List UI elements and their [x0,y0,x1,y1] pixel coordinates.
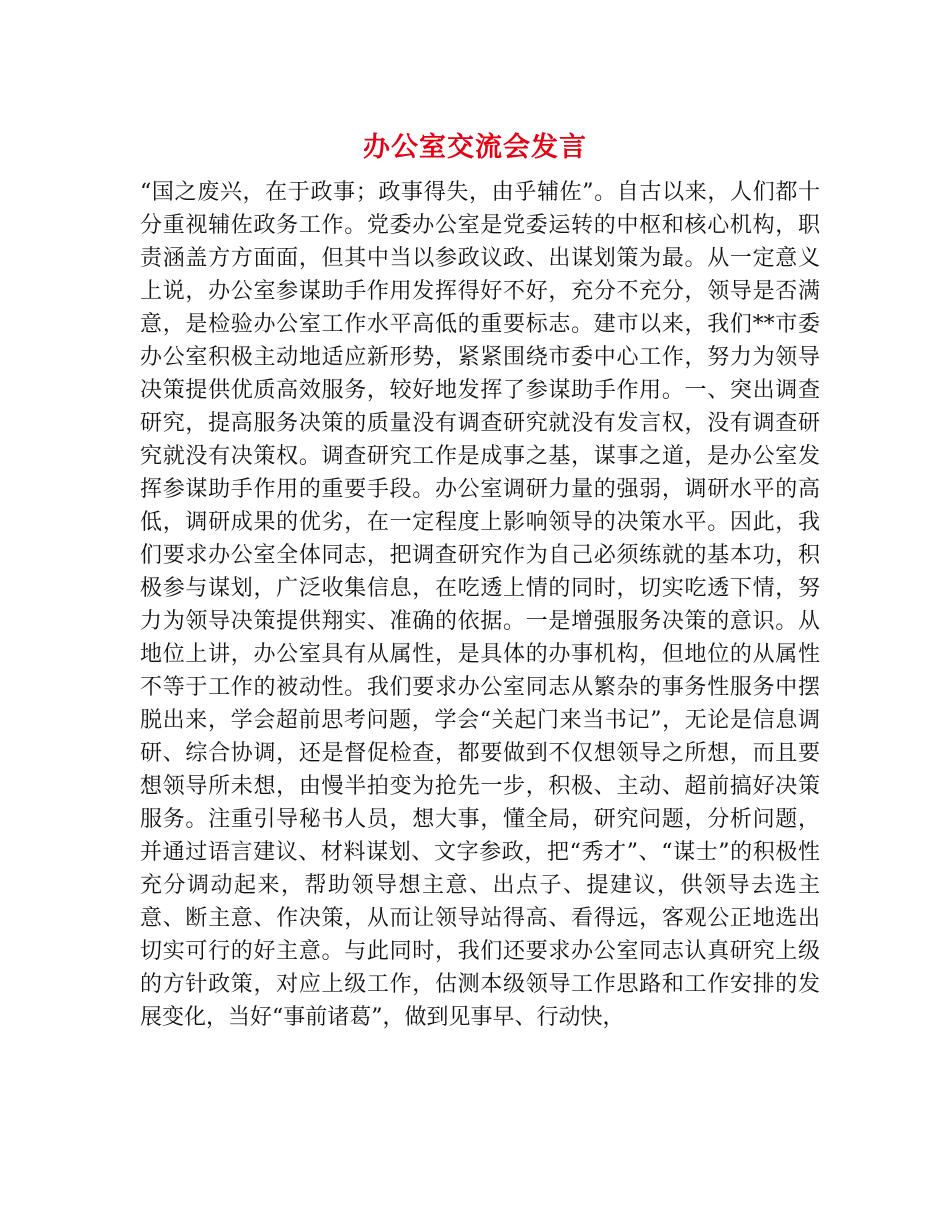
document-body [140,176,820,1034]
body-paragraph: “国之废兴，在于政事；政事得失，由乎辅佐”。自古以来，人们都十分重视辅佐政务工作。党委办公室是党委运转的中枢和核心机构，职责涵盖方方面面，但其中当以参政议政、出谋划策为最。从一定意义上说，办公室参谋助手作用发挥得好不好，充分不充分，领导是否满意，是检验办公室工作水平高低的重要标志。建市以来，我们**市委办公室积极主动地适应新形势，紧紧围绕市委中心工作，努力为领导决策提供优质高效服务，较好地发挥了参谋助手作用。一、突出调查研究，提高服务决策的质量没有调查研究就没有发言权，没有调查研究就没有决策权。调查研究工作是成事之基，谋事之道，是办公室发挥参谋助手作用的重要手段。办公室调研力量的强弱，调研水平的高低，调研成果的优劣，在一定程度上影响领导的决策水平。因此，我们要求办公室全体同志，把调查研究作为自己必须练就的基本功，积极参与谋划，广泛收集信息，在吃透上情的同时，切实吃透下情，努力为领导决策提供翔实、准确的依据。一是增强服务决策的意识。从地位上讲，办公室具有从属性，是具体的办事机构，但地位的从属性不等于工作的被动性。我们要求办公室同志从繁杂的事务性服务中摆脱出来，学会超前思考问题，学会“关起门来当书记”，无论是信息调研、综合协调，还是督促检查，都要做到不仅想领导之所想，而且要想领导所未想，由慢半拍变为抢先一步，积极、主动、超前搞好决策服务。注重引导秘书人员，想大事，懂全局，研究问题，分析问题，并通过语言建议、材料谋划、文字参政，把“秀才”、“谋士”的积极性充分调动起来，帮助领导想主意、出点子、提建议，供领导去选主意、断主意、作决策，从而让领导站得高、看得远，客观公正地选出切实可行的好主意。与此同时，我们还要求办公室同志认真研究上级的方针政策，对应上级工作，估测本级领导工作思路和工作安排的发展变化，当好“事前诸葛”，做到见事早、行动快， [140,180,820,1030]
document-title: 办公室交流会发言 [363,132,587,163]
